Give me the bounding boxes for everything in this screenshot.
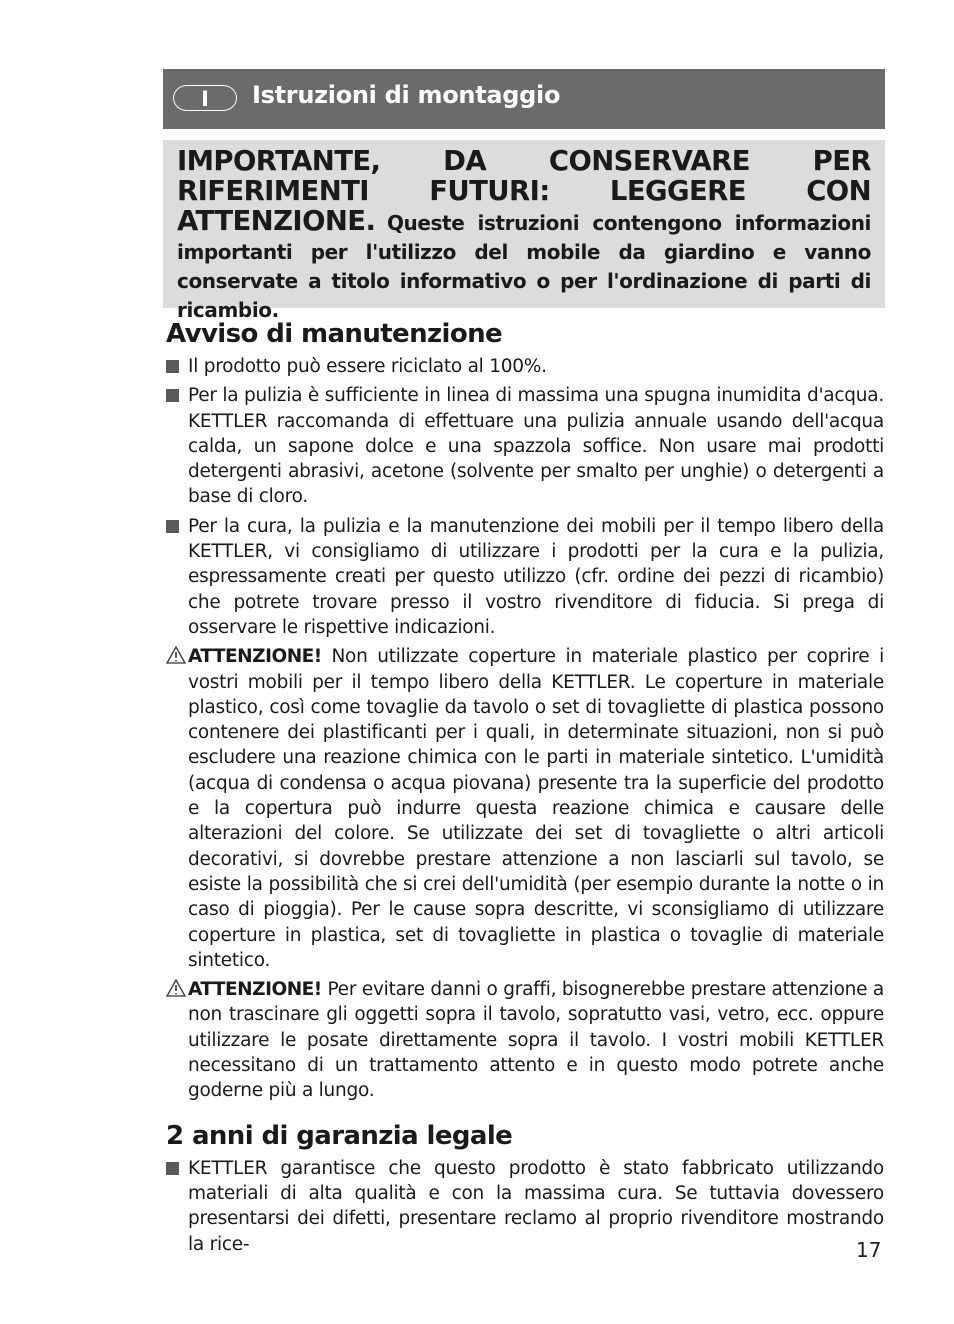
warranty-heading: 2 anni di garanzia legale (166, 1120, 513, 1151)
square-bullet-icon (166, 1162, 179, 1175)
section-header-bar (163, 69, 885, 129)
important-notice-box (163, 140, 885, 322)
page-number: 17 (856, 1238, 882, 1262)
important-notice-caps: IMPORTANTE, DA CONSERVARE PER RIFERIMENTI FUTURI: LEGGERE CON ATTENZIONE. (177, 145, 871, 237)
item-text: Per la cura, la pulizia e la manutenzione dei mobili per il tempo libero della KETTLER, vi consigliamo di utilizzare i prodotti per la cura e la pulizia, espressamente creati per questo utilizzo (cfr. ordine dei pezzi di ricambio) che potrete trovare presso il vostro rivenditore di fiducia. Si prega di osservare le rispettive indicazioni. (188, 515, 884, 638)
square-bullet-icon (166, 360, 179, 373)
maintenance-list (166, 354, 884, 1104)
item-text: Non utilizzate coperture in materiale plastico per coprire i vostri mobili per il tempo libero della KETTLER. Le coperture in materiale plastico, così come tovaglie da tavolo o set di tovagliette di plastica possono contenere dei plastificanti per i quali, in determinate situazioni, non si può escludere una reazione chimica con le parti in materiale sintetico. L'umidità (acqua di condensa o acqua piovana) presente tra la superficie del prodotto e la copertura può indurre questa reazione chimica e causare delle alterazioni del colore. Se utilizzate dei set di tovagliette o altri articoli decorativi, si dovrebbe prestare attenzione a non lasciarli sul tavolo, se esiste la possibilità che si crei dell'umidità (per esempio durante la notte o in caso di pioggia). Per le cause sopra descritte, vi sconsigliamo di utilizzare coperture in plastica, set di tovagliette in plastica o tovaglie di materiale sintetico. (188, 646, 884, 971)
item-text: Per la pulizia è sufficiente in linea di massima una spugna inumidita d'acqua. KETTLER raccomanda di effettuare una pulizia annuale usando dell'acqua calda, un sapone dolce e una spazzola soffice. Non usare mai prodotti detergenti abrasivi, acetone (solvente per smalto per unghie) o detergenti a base di cloro. (188, 385, 884, 508)
item-text: Per evitare danni o graffi, bisognerebbe prestare attenzione a non trascinare gli oggetti sopra il tavolo, sopratutto vasi, vetro, ecc. oppure utilizzare le posate direttamente sopra il tavolo. I vostri mobili KETTLER necessitano di un trattamento attento e in questo modo potrete anche goderne più a lungo. (188, 979, 885, 1102)
list-item (166, 514, 884, 640)
list-item (166, 354, 884, 379)
warning-item (166, 977, 884, 1103)
important-notice-text (177, 146, 871, 325)
list-item (166, 383, 884, 509)
warning-label: ATTENZIONE! (188, 979, 322, 1001)
square-bullet-icon (166, 520, 179, 533)
maintenance-heading: Avviso di manutenzione (166, 319, 503, 349)
item-text: KETTLER garantisce che questo prodotto è stato fabbricato utilizzando materiali di alta qualità e con la massima cura. Se tuttavia dovessero presentarsi dei difetti, presentare reclamo al proprio rivenditore mostrando la rice- (188, 1157, 884, 1255)
warning-label: ATTENZIONE! (188, 646, 322, 668)
main-content (166, 314, 884, 1261)
warranty-list (166, 1156, 884, 1257)
warning-triangle-icon (166, 645, 186, 665)
square-bullet-icon (166, 389, 179, 402)
header-title: Istruzioni di montaggio (252, 81, 561, 109)
language-badge: I (173, 85, 237, 111)
important-notice-body: Queste istruzioni contengono informazioni importanti per l'utilizzo del mobile da giardino e vanno conservate a titolo informativo o per l'ordinazione di parti di ricambio. (177, 211, 872, 322)
warning-triangle-icon (166, 978, 186, 998)
warning-item (166, 644, 884, 973)
list-item (166, 1156, 884, 1257)
item-text: Il prodotto può essere riciclato al 100%. (188, 356, 547, 377)
